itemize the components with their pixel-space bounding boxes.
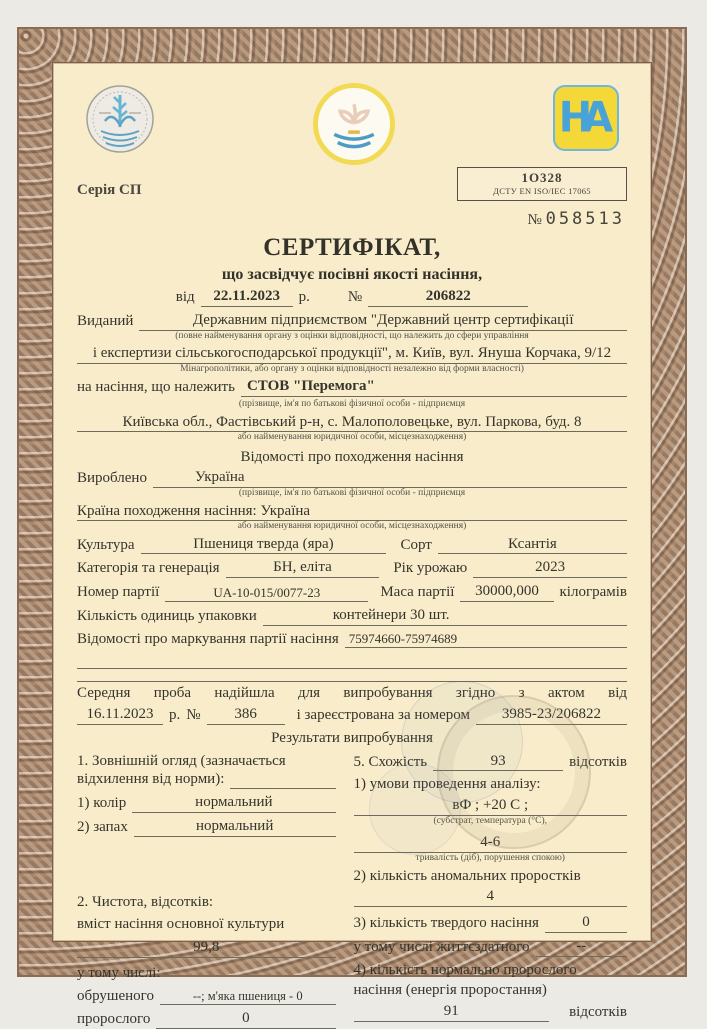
normal-sprout-units: відсотків <box>569 1004 627 1020</box>
visual-inspection-label-1: 1. Зовнішній огляд (зазначається <box>77 752 286 769</box>
owner-hint: (прізвище, ім'я по батькові фізичної особи - підприємця <box>238 399 466 410</box>
viable-row <box>354 937 628 957</box>
country-hint: або найменування юридичної особи, місцезнаходження) <box>237 521 467 532</box>
sample-no-sign: № <box>186 707 201 724</box>
accreditation-number: 1О328 <box>521 170 563 185</box>
visual-inspection-row <box>77 770 336 789</box>
color-label: 1) колір <box>77 795 127 812</box>
visual-inspection-label-2: відхилення від норми): <box>77 771 225 788</box>
sort-label: Сорт <box>400 536 432 553</box>
normal-sprout-row <box>354 1002 628 1022</box>
sample-date-suffix: р. <box>169 707 181 724</box>
blank-number-sign: № <box>527 211 542 228</box>
normal-sprout-value: 91 <box>354 1002 550 1022</box>
purity-sub-label: вміст насіння основної культури <box>77 916 285 933</box>
sample-act-number: 386 <box>207 705 285 725</box>
batch-row <box>77 582 627 602</box>
issued-row <box>77 311 627 331</box>
normal-sprout-label-1: 4) кількість нормально пророслого <box>353 961 577 978</box>
number-sign: № <box>347 289 363 306</box>
blank-field-line <box>77 654 627 669</box>
hulled-row <box>77 987 336 1006</box>
series-label: Серія СП <box>77 182 142 198</box>
harvest-year-value: 2023 <box>473 558 627 578</box>
viable-value: -- <box>536 937 627 957</box>
accreditation-monogram: НА <box>558 93 604 143</box>
conditions-label: 1) умови проведення аналізу: <box>353 776 541 793</box>
issuer-name-line2: і експертизи сільськогосподарської продукції", м. Київ, вул. Януша Корчака, 9/12 <box>77 344 627 364</box>
sample-detail-row <box>77 705 627 725</box>
viable-label: у тому числі життєздатного <box>353 938 530 955</box>
batch-value: UA-10-015/0077-23 <box>165 585 368 602</box>
abnormal-label: 2) кількість аномальних проростків <box>353 867 581 884</box>
hulled-label: обрушеного <box>77 987 154 1004</box>
marking-row <box>77 630 627 649</box>
certificate-date: 22.11.2023 <box>201 287 293 307</box>
packing-label: Кількість одиниць упаковки <box>77 607 257 624</box>
sprouted-label: пророслого <box>77 1011 151 1028</box>
purity-value: 99,8 <box>77 938 336 958</box>
ministry-sprout-emblem-icon <box>313 83 395 165</box>
owner-address-hint: або найменування юридичної особи, місцезнаходження) <box>237 432 467 443</box>
hulled-value: --; м'яка пшениця - 0 <box>160 989 336 1006</box>
registered-label: і зареєстрована за номером <box>296 707 470 724</box>
registered-number: 3985-23/206822 <box>476 705 627 725</box>
including-label: у тому числі: <box>77 964 161 981</box>
normal-sprout-label-2: насіння (енергія проростання) <box>353 982 547 999</box>
certificate-blank-number <box>457 209 627 230</box>
mass-label: Маса партії <box>380 584 455 601</box>
owner-label: на насіння, що належить <box>77 379 235 396</box>
duration-value: 4-6 <box>354 833 628 853</box>
culture-value: Пшениця тверда (яра) <box>141 535 387 555</box>
mass-units: кілограмів <box>559 584 627 601</box>
results-section-title: Результати випробування <box>271 729 433 746</box>
conditions-value: вФ ; +20 С ; <box>354 796 628 816</box>
certificate-number: 206822 <box>368 287 528 307</box>
culture-label: Культура <box>77 536 135 553</box>
smell-label: 2) запах <box>77 818 128 835</box>
issuer-hint-2: Мінагрополітики, або органу з оцінки відповідності незалежно від форми власності) <box>180 364 524 375</box>
owner-row <box>77 377 627 397</box>
germination-value: 93 <box>433 752 563 772</box>
visual-inspection-value <box>230 788 335 789</box>
smell-value: нормальний <box>134 817 336 837</box>
date-prefix: від <box>175 289 195 306</box>
category-value: БН, еліта <box>226 558 380 578</box>
marking-label: Відомості про маркування партії насіння <box>77 630 339 647</box>
issuer-hint-1: (повне найменування органу з оцінки відповідності, що належить до сфери управління <box>175 330 529 341</box>
produced-row <box>77 468 627 488</box>
hard-seed-label: 3) кількість твердого насіння <box>353 915 539 931</box>
blank-number-digits: 058513 <box>545 208 625 229</box>
germination-units: відсотків <box>569 753 627 770</box>
smell-row <box>77 817 336 837</box>
certificate-title: СЕРТИФІКАТ, <box>263 234 441 262</box>
sample-date: 16.11.2023 <box>77 705 163 725</box>
logo-row <box>77 79 627 165</box>
marking-value: 75974660-75974689 <box>345 631 627 648</box>
batch-label: Номер партії <box>77 584 160 601</box>
results-left-column <box>77 752 336 1029</box>
ornate-border-frame <box>18 28 686 1028</box>
packing-row <box>77 606 627 626</box>
sort-value: Ксантія <box>438 535 627 555</box>
date-suffix: р. <box>298 289 310 306</box>
certificate-paper <box>53 63 651 1028</box>
owner-name: СТОВ "Перемога" <box>241 377 627 397</box>
issuer-name-line1: Державним підприємством "Державний центр сертифікації <box>139 311 627 331</box>
culture-row <box>77 535 627 555</box>
sample-intro-line: Середня проба надійшла для випробування згідно з актом від <box>77 685 627 702</box>
results-right-column <box>354 752 628 1029</box>
harvest-year-label: Рік урожаю <box>393 560 468 577</box>
sprouted-value: 0 <box>156 1009 335 1029</box>
accreditation-standard: ДСТУ EN ISO/IEC 17065 <box>493 186 591 197</box>
hard-seed-row <box>354 913 628 933</box>
accreditation-agency-logo-icon <box>553 85 619 151</box>
category-label: Категорія та генерація <box>77 560 220 577</box>
accreditation-box <box>457 167 627 201</box>
category-row <box>77 558 627 578</box>
country-of-origin-line: Країна походження насіння: Україна <box>77 502 627 522</box>
purity-title: 2. Чистота, відсотків: <box>77 893 214 910</box>
germination-row <box>354 752 628 772</box>
color-row <box>77 793 336 813</box>
owner-address: Київська обл., Фастівський р-н, с. Малополовецьке, вул. Паркова, буд. 8 <box>77 413 627 433</box>
color-value: нормальний <box>132 793 335 813</box>
blank-field-line <box>77 669 627 682</box>
origin-section-title: Відомості про походження насіння <box>240 448 464 465</box>
produced-hint: (прізвище, ім'я по батькові фізичної особи - підприємця <box>238 488 466 499</box>
certificate-subtitle: що засвідчує посівні якості насіння, <box>221 266 483 284</box>
duration-hint: тривалість (діб), порушення спокою) <box>415 853 565 864</box>
abnormal-value: 4 <box>354 887 628 907</box>
certificate-date-line <box>77 287 627 307</box>
produced-label: Вироблено <box>77 470 147 487</box>
packing-value: контейнери 30 шт. <box>263 606 627 626</box>
produced-value: Україна <box>153 468 627 488</box>
conditions-hint: (субстрат, температура (°С), <box>433 815 547 826</box>
seed-authority-round-stamp-icon <box>85 83 155 155</box>
mass-value: 30000,000 <box>460 582 553 602</box>
hard-seed-value: 0 <box>545 913 627 933</box>
germination-label: 5. Схожість <box>353 753 428 770</box>
issued-label: Виданий <box>77 313 134 330</box>
sprouted-row <box>77 1009 336 1029</box>
